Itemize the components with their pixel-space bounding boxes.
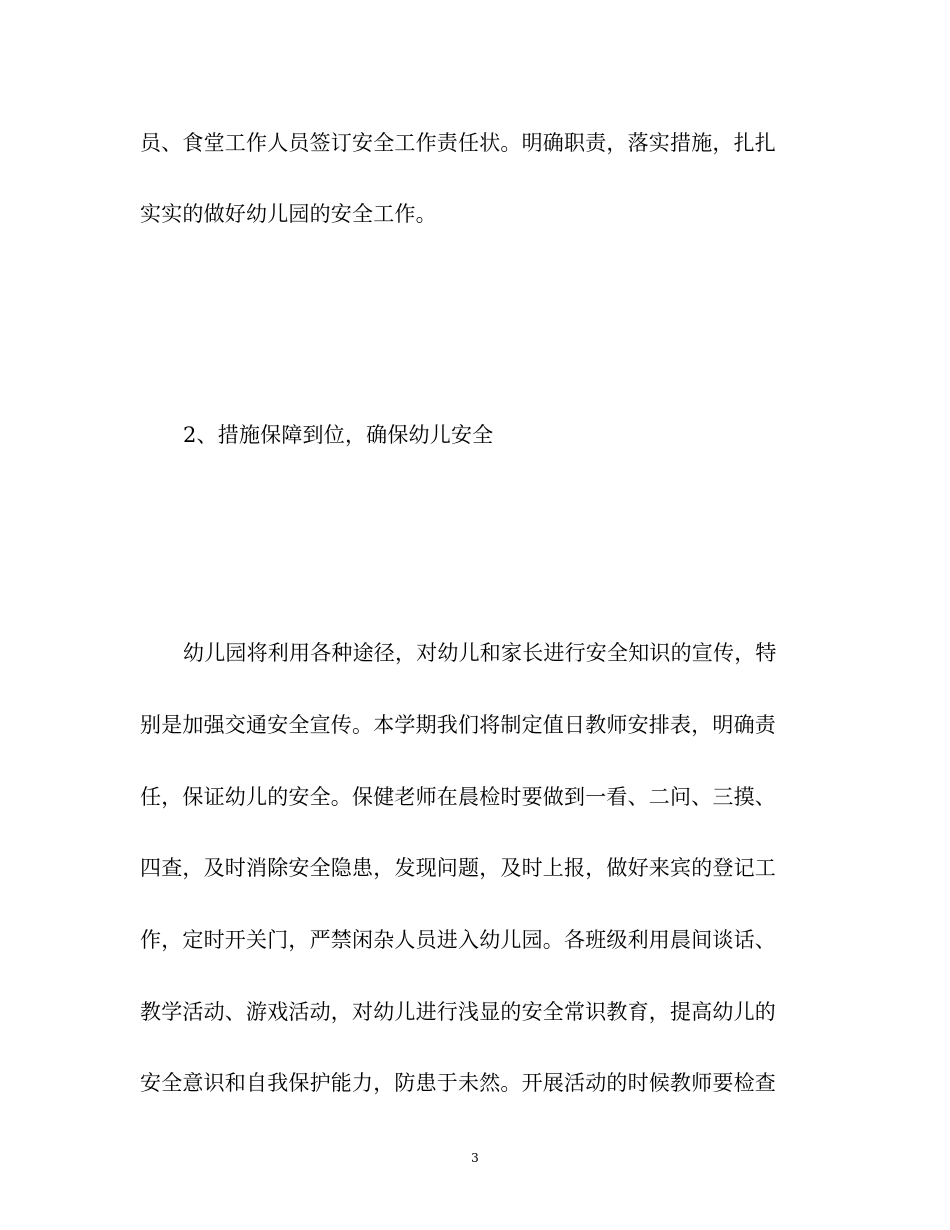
paragraph-line: 别是加强交通安全宣传。本学期我们将制定值日教师安排表，明确责 [140,713,776,737]
paragraph-line: 实实的做好幼儿园的安全工作。 [140,202,437,226]
paragraph-line: 安全意识和自我保护能力，防患于未然。开展活动的时候教师要检查 [140,1071,776,1095]
paragraph-line: 幼儿园将利用各种途径，对幼儿和家长进行安全知识的宣传，特 [183,641,777,665]
section-heading: 2、措施保障到位，确保幼儿安全 [183,423,494,447]
paragraph-line: 教学活动、游戏活动，对幼儿进行浅显的安全常识教育，提高幼儿的 [140,1000,776,1024]
paragraph-line: 作，定时开关门，严禁闲杂人员进入幼儿园。各班级利用晨间谈话、 [140,928,776,952]
paragraph-line: 四查，及时消除安全隐患，发现问题，及时上报，做好来宾的登记工 [140,856,776,880]
page-number: 3 [471,1151,479,1165]
paragraph-line: 任，保证幼儿的安全。保健老师在晨检时要做到一看、二问、三摸、 [140,785,776,809]
paragraph-line: 员、食堂工作人员签订安全工作责任状。明确职责，落实措施，扎扎 [140,131,776,155]
